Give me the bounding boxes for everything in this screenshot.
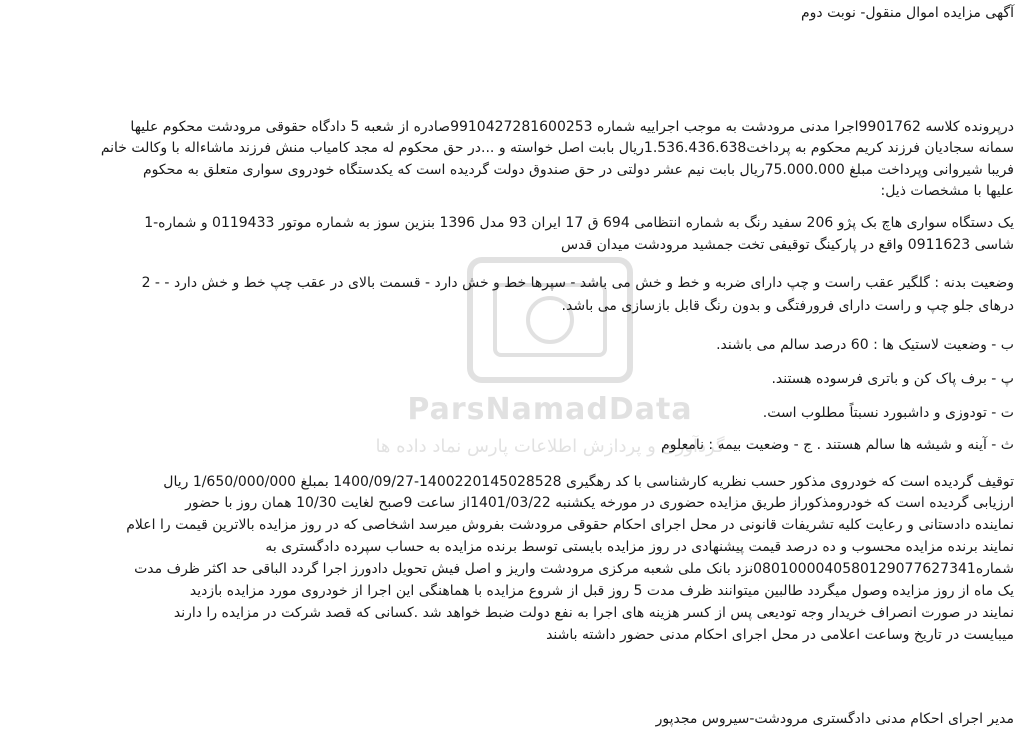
upholstery-condition: ت - تودوزی و داشبورد نسبتاً مطلوب است. <box>762 405 1014 421</box>
terms-line: ارزیابی گردیده است که خودرومذکوراز طریق مزایده حضوری در مورخه یکشنبه 1401/03/22از ساعت 9صبح لغایت 10/30 همان روز با حضور <box>185 495 1014 511</box>
body-condition-line: وضعیت بدنه : گلگیر عقب راست و چپ دارای ضربه و خط و خش می باشد - سپرها خط و خش دارد - قسمت بالای در عقب چپ خط و خش دارد - - 2 <box>141 275 1014 291</box>
mirrors-condition: ث - آینه و شیشه ها سالم هستند . ج - وضعیت بیمه : نامعلوم <box>661 437 1014 453</box>
terms-line: توقیف گردیده است که خودروی مذکور حسب نظریه کارشناسی با کد رهگیری 1400220145028528-1400/09/27 بمبلغ 1/650/000/000 ریال <box>163 474 1014 490</box>
terms-line: نماینده دادستانی و رعایت کلیه تشریفات قانونی در محل اجرای احکام حقوقی مرودشت بفروش میرسد اشخاصی که در روز مزایده بالاترین قیمت را اعلام <box>126 517 1014 533</box>
vehicle-line: یک دستگاه سواری هاچ بک پژو 206 سفید رنگ به شماره انتظامی 694 ق 17 ایران 93 مدل 1396 بنزین سوز به شماره موتور 0119433 و شماره-1 <box>144 215 1014 231</box>
intro-line: سمانه سجادیان فرزند کریم محکوم به پرداخت1.536.436.638ریال بابت اصل خواسته و ...در حق محکوم له مجد کامیاب منش فرزند ماشاءاله با وکالت خانم <box>100 140 1014 156</box>
intro-line: علیها با مشخصات ذیل: <box>880 183 1014 199</box>
vehicle-line: شاسی 0911623 واقع در پارکینگ توقیفی تخت جمشید مرودشت میدان قدس <box>561 237 1014 253</box>
terms-line: نمایند در صورت انصراف خریدار وجه تودیعی پس از کسر هزینه های اجرا به نفع دولت ضبط خواهد شد .کسانی که قصد شرکت در مزایده را دارند <box>173 605 1014 621</box>
notice-title: آگهی مزایده اموال منقول- نوبت دوم <box>800 5 1014 21</box>
tires-condition: ب - وضعیت لاستیک ها : 60 درصد سالم می باشند. <box>716 337 1014 353</box>
terms-line: شماره0801000040580129077627341نزد بانک ملی شعبه مرکزی مرودشت واریز و اصل فیش تحویل دادورز اجرا گردد الباقی حد اکثر ظرف مدت <box>134 561 1014 577</box>
terms-line: یک ماه از روز مزایده وصول میگردد طالبین میتوانند ظرف مدت 5 روز قبل از شروع مزایده با هماهنگی این اجرا از خودروی مورد مزایده بازدید <box>189 583 1014 599</box>
terms-line: میبایست در تاریخ وساعت اعلامی در محل اجرای احکام مدنی حضور داشته باشند <box>546 627 1014 643</box>
intro-line: فریبا شیروانی وپرداخت مبلغ 75.000.000ریال بابت نیم عشر دولتی در حق صندوق دولت گردیده است که یکدستگاه خودروی سواری متعلق به محکوم <box>142 162 1014 178</box>
wipers-condition: پ - برف پاک کن و باتری فرسوده هستند. <box>771 371 1014 387</box>
intro-line: درپرونده کلاسه 9901762اجرا مدنی مرودشت به موجب اجراییه شماره 9910427281600253صادره از شعبه 5 دادگاه حقوقی مرودشت محکوم علیها <box>130 119 1014 135</box>
watermark-brand: ParsNamadData <box>407 392 693 427</box>
signature-line: مدیر اجرای احکام مدنی دادگستری مرودشت-سیروس مجدپور <box>655 711 1014 727</box>
parsnamad-logo-icon <box>450 250 650 390</box>
terms-line: نمایند برنده مزایده محسوب و ده درصد قیمت پیشنهادی در روز مزایده بایستی توسط برنده مزایده به حساب سپرده دادگستری به <box>265 539 1014 555</box>
watermark-subtitle: گردآوری و پردازش اطلاعات پارس نماد داده ها <box>375 436 725 457</box>
body-condition-line: درهای جلو چپ و راست دارای فرورفتگی و بدون رنگ قابل بازسازی می باشد. <box>561 298 1014 314</box>
